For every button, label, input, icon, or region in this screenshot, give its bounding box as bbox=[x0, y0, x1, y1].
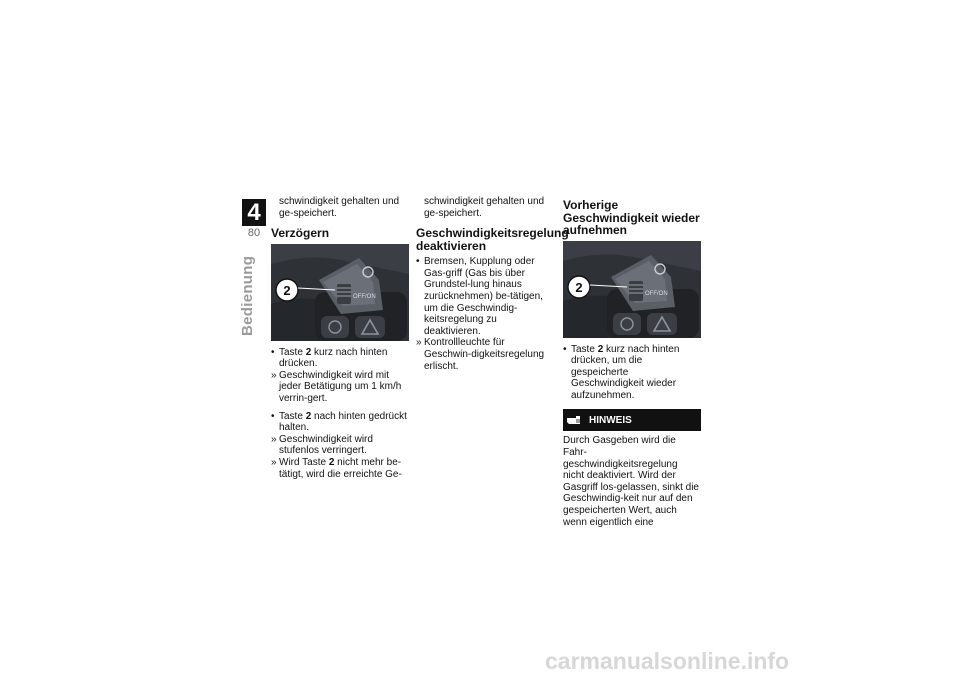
pointing-hand-icon bbox=[565, 413, 583, 427]
note-title: HINWEIS bbox=[589, 414, 632, 426]
column-2 bbox=[416, 196, 569, 372]
watermark: carmanualsonline.info bbox=[545, 648, 790, 674]
list-item: » Kontrollleuchte für Geschwin-digkeitsregelung erlischt. bbox=[416, 337, 545, 372]
list-item: » Geschwindigkeit wird mit jeder Betätigung um 1 km/h verrin-gert. bbox=[271, 369, 402, 405]
note-header bbox=[563, 409, 701, 431]
list-item: • Bremsen, Kupplung oder Gas-griff (Gas bis über Grundstel-lung hinaus zurücknehmen) be-tätigen, um die Geschwindig-keitsregelung zu deaktivieren. bbox=[416, 256, 543, 337]
list-item: • Taste 2 kurz nach hinten drücken. bbox=[271, 346, 388, 370]
list-item: • Taste 2 nach hinten gedrückt halten. bbox=[271, 410, 407, 434]
switch-label: OFF/ON bbox=[645, 290, 668, 297]
handlebar-switch-photo bbox=[563, 241, 701, 338]
column-1 bbox=[271, 196, 409, 480]
chapter-tab-label: Bedienung bbox=[239, 255, 256, 336]
callout-number: 2 bbox=[575, 279, 583, 295]
heading-deaktivieren: Geschwindigkeitsregelung deaktivieren bbox=[416, 226, 569, 253]
list-item: • Taste 2 kurz nach hinten drücken, um die gespeicherte Geschwindigkeit wieder aufzunehmen. bbox=[563, 343, 680, 401]
callout-number: 2 bbox=[283, 282, 291, 298]
note-text: Durch Gasgeben wird die Fahr-geschwindigkeitsregelung nicht deaktiviert. Wird der Gasgriff los-gelassen, sinkt die Geschwindig-keit nur auf den gespeicherten Wert, auch wenn eigentlich eine bbox=[563, 435, 699, 528]
switch-label: OFF/ON bbox=[353, 293, 376, 300]
column-3 bbox=[563, 196, 701, 528]
list-item: » Wird Taste 2 nicht mehr be-tätigt, wird die erreichte Ge- bbox=[271, 457, 402, 480]
chapter-number: 4 bbox=[242, 199, 266, 226]
instruction-list bbox=[271, 347, 409, 481]
continued-text: schwindigkeit gehalten und ge-speichert. bbox=[279, 196, 400, 219]
heading-verzoegern: Verzögern bbox=[271, 226, 330, 241]
heading-wieder-aufnehmen: Vorherige Geschwindigkeit wieder aufnehmen bbox=[563, 198, 700, 237]
list-item: » Geschwindigkeit wird stufenlos verringert. bbox=[271, 433, 373, 457]
continued-text: schwindigkeit gehalten und ge-speichert. bbox=[424, 196, 545, 219]
page-number: 80 bbox=[247, 227, 261, 239]
handlebar-switch-photo bbox=[271, 244, 409, 341]
